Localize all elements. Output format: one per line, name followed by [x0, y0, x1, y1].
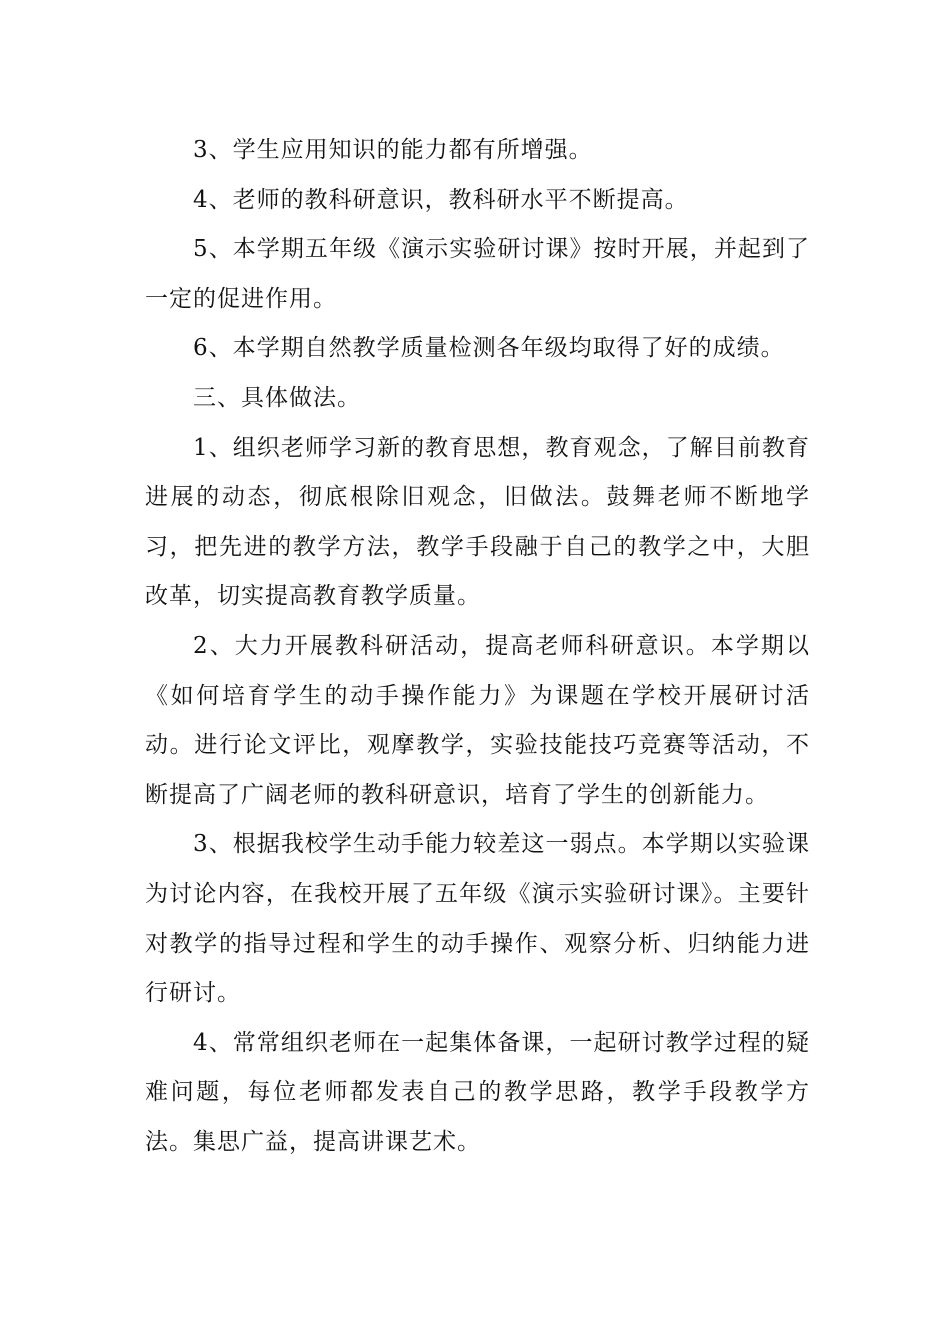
- paragraph-method-4: 4、常常组织老师在一起集体备课，一起研讨教学过程的疑难问题，每位老师都发表自己的教学思路，教学手段教学方法。集思广益，提高讲课艺术。: [145, 1029, 810, 1155]
- paragraph-result-4: 4、老师的教科研意识，教科研水平不断提高。: [193, 186, 689, 213]
- paragraph-method-3: 3、根据我校学生动手能力较差这一弱点。本学期以实验课为讨论内容，在我校开展了五年级《演示实验研讨课》。主要针对教学的指导过程和学生的动手操作、观察分析、归纳能力进行研讨。: [145, 831, 810, 1007]
- paragraph-result-3: 3、学生应用知识的能力都有所增强。: [193, 137, 593, 163]
- document-body: [145, 126, 810, 1167]
- paragraph-result-6: 6、本学期自然教学质量检测各年级均取得了好的成绩。: [193, 335, 785, 362]
- paragraph-method-2: 2、大力开展教科研活动，提高老师科研意识。本学期以《如何培育学生的动手操作能力》为课题在学校开展研讨活动。进行论文评比，观摩教学，实验技能技巧竞赛等活动，不断提高了广阔老师的教科研意识，培育了学生的创新能力。: [145, 632, 810, 808]
- paragraph-result-5: 5、本学期五年级《演示实验研讨课》按时开展，并起到了一定的促进作用。: [145, 236, 810, 312]
- section-heading: 三、具体做法。: [193, 384, 361, 411]
- paragraph-method-1: 1、组织老师学习新的教育思想，教育观念，了解目前教育进展的动态，彻底根除旧观念，旧做法。鼓舞老师不断地学习，把先进的教学方法，教学手段融于自己的教学之中，大胆改革，切实提高教育教学质量。: [145, 434, 810, 610]
